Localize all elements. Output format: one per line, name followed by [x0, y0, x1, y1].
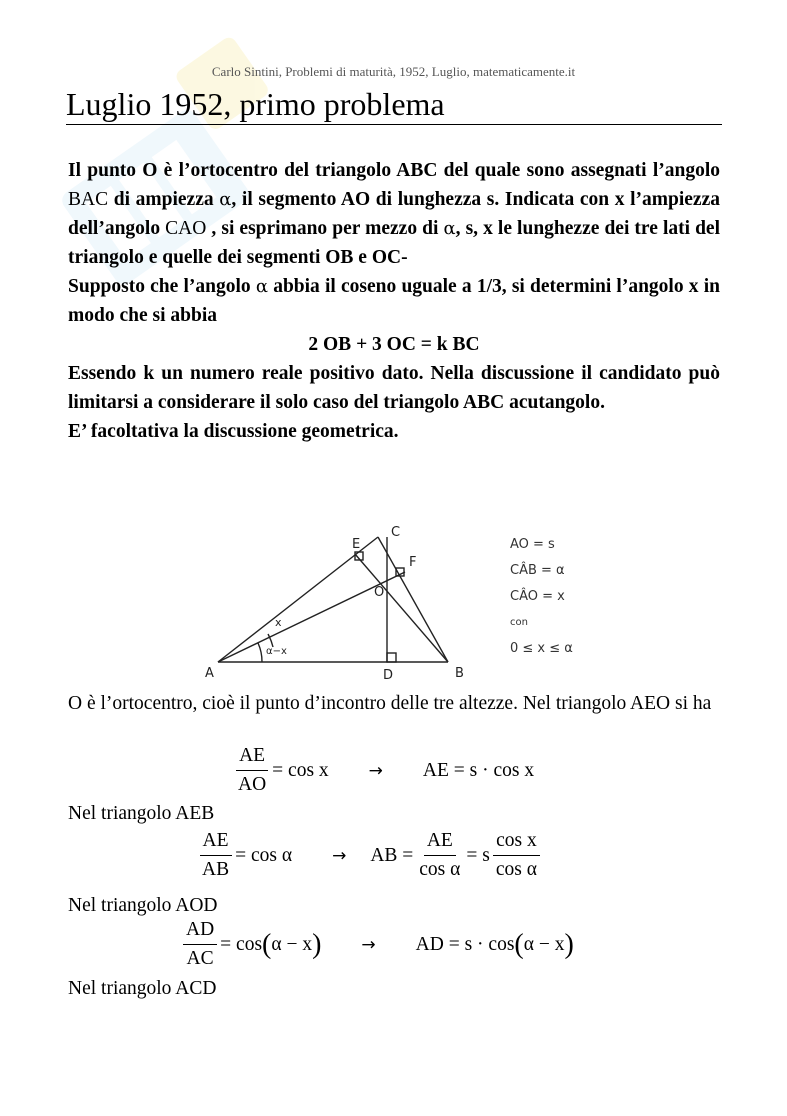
- alpha-symbol: α: [219, 189, 232, 210]
- fraction: [183, 918, 217, 971]
- right-angle-d: [387, 653, 396, 662]
- formula-part: α − x: [523, 933, 565, 955]
- text-run: di ampiezza: [108, 189, 220, 210]
- problem-paragraph-4: E’ facoltativa la discussione geometrica.: [68, 421, 399, 442]
- formula-part: = cos: [220, 933, 263, 955]
- triangle-aeb-heading: Nel triangolo AEB: [68, 803, 215, 824]
- formula-ad: $\frac{AD}{AC}$ = cos ( α − x ) → AD = s · cos ( α − x ): [180, 918, 574, 971]
- formula-part: α − x: [271, 933, 313, 955]
- angle-bac: BAC: [68, 189, 109, 210]
- page-title: Luglio 1952, primo problema: [66, 86, 445, 122]
- label-f: F: [409, 555, 417, 570]
- triangle-acd-heading: Nel triangolo ACD: [68, 978, 217, 999]
- denominator: AO: [238, 774, 267, 795]
- note-ao: AO = s: [510, 537, 555, 552]
- numerator: AE: [200, 829, 232, 856]
- formula-part: AB =: [370, 844, 414, 866]
- running-head: Carlo Sintini, Problemi di maturità, 1952, Luglio, matematicamente.it: [211, 64, 576, 79]
- angle-cao: CAO: [165, 218, 207, 239]
- label-e: E: [352, 537, 361, 552]
- implies-arrow: →: [368, 760, 383, 781]
- problem-equation: 2 OB + 3 OC = k BC: [308, 334, 480, 355]
- side-ac: [218, 537, 378, 662]
- formula-ab: [196, 829, 543, 882]
- numerator: AD: [183, 918, 217, 945]
- altitude-be: [355, 554, 448, 662]
- formula-ae: [232, 744, 534, 797]
- note-cao: CÂO = x: [510, 589, 565, 604]
- note-con: con: [510, 617, 528, 628]
- fraction: [199, 829, 232, 882]
- text-run: , si esprimano per mezzo di: [206, 218, 444, 239]
- triangle-figure: [200, 522, 620, 687]
- solution-intro: O è l’ortocentro, cioè il punto d’incontro delle tre altezze. Nel triangolo AEO si ha: [68, 693, 712, 714]
- numerator: AE: [424, 829, 456, 856]
- formula-part: = cos α: [235, 844, 293, 866]
- text-run: , s, x le lunghezze dei tre lati del triangolo e quelle dei segmenti OB e OC-: [68, 218, 721, 268]
- numerator: cos x: [493, 829, 540, 856]
- label-d: D: [383, 668, 394, 683]
- label-c: C: [391, 525, 401, 540]
- fraction: [235, 744, 269, 797]
- label-b: B: [455, 666, 464, 681]
- alpha-symbol: α: [443, 218, 456, 239]
- formula-part: = cos x: [272, 759, 329, 781]
- text-run: Il punto O è l’ortocentro del triangolo ABC del quale sono assegnati l’angolo: [68, 160, 720, 181]
- text-run: abbia il coseno uguale a 1/3, si determini l’angolo x in modo che si abbia: [68, 276, 720, 326]
- denominator: cos α: [419, 859, 461, 880]
- problem-paragraph-3: Essendo k un numero reale positivo dato. Nella discussione il candidato può limitarsi a considerare il solo caso del triangolo ABC acutangolo.: [68, 363, 720, 413]
- label-alpha-minus-x: α−x: [266, 646, 287, 657]
- denominator: cos α: [495, 859, 537, 880]
- title-divider: [66, 124, 722, 125]
- note-range: 0 ≤ x ≤ α: [510, 641, 573, 656]
- formula-part: AD = s · cos: [415, 933, 515, 955]
- label-x: x: [275, 616, 282, 629]
- problem-paragraph-1: [68, 156, 720, 272]
- problem-statement: [68, 156, 720, 446]
- text-run: Supposto che l’angolo: [68, 276, 256, 297]
- implies-arrow: →: [332, 845, 347, 866]
- text-run: , il segmento AO di lunghezza s. Indicata con x l’ampiezza dell’angolo: [68, 189, 720, 239]
- formula-result: AE = s · cos x: [422, 759, 535, 781]
- denominator: AB: [202, 859, 230, 880]
- problem-paragraph-2: [68, 272, 720, 330]
- fraction: [416, 829, 463, 882]
- triangle-aod-heading: Nel triangolo AOD: [68, 895, 218, 916]
- denominator: AC: [186, 948, 214, 969]
- alpha-symbol: α: [255, 276, 269, 297]
- numerator: AE: [236, 744, 268, 771]
- note-cab: CÂB = α: [510, 563, 565, 578]
- label-a: A: [205, 666, 214, 681]
- angle-arc-alpha-x: [258, 643, 262, 662]
- formula-part: = s: [466, 844, 490, 866]
- implies-arrow: →: [361, 934, 376, 955]
- fraction: [493, 829, 540, 882]
- label-o: O: [374, 585, 385, 600]
